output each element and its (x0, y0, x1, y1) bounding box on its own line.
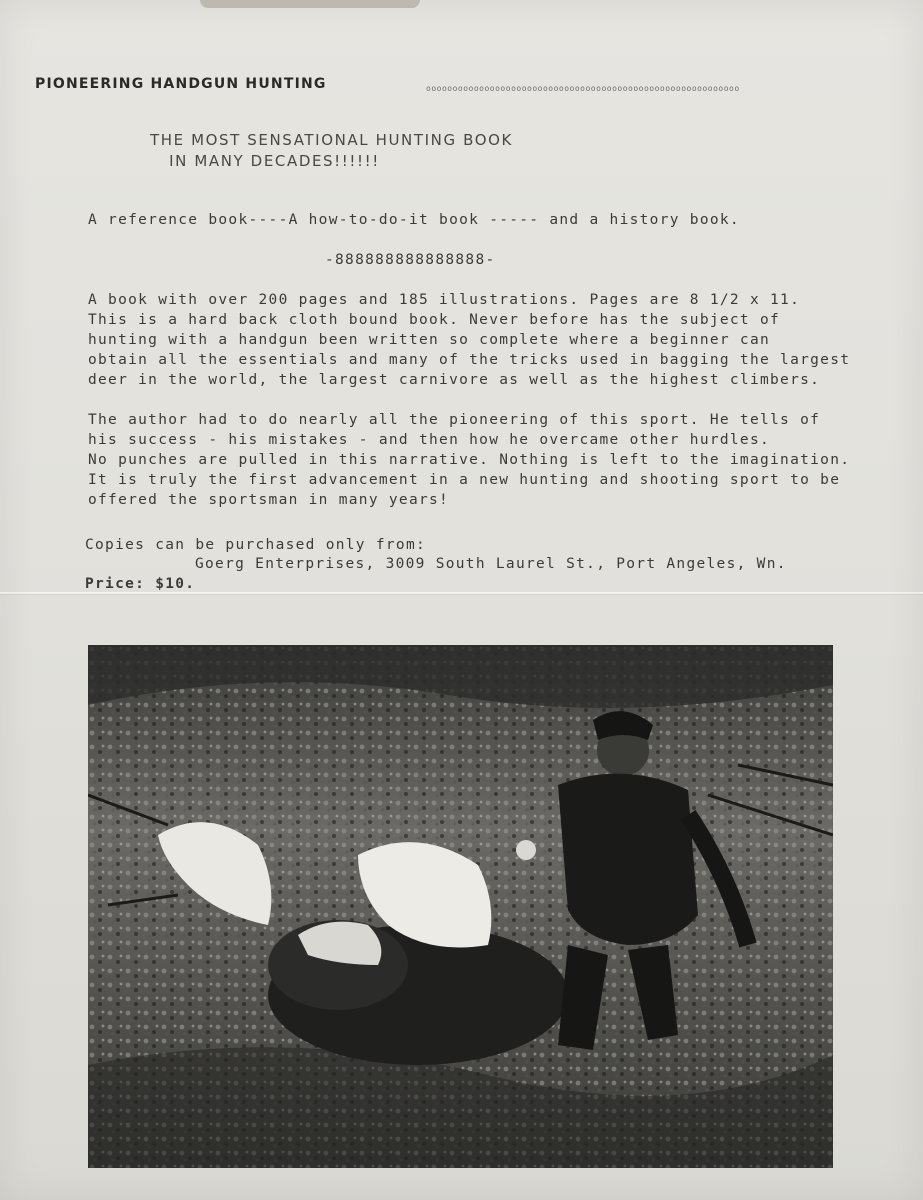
price: Price: $10. (85, 576, 196, 592)
purchase-info: Copies can be purchased only from: (85, 537, 427, 553)
author-paragraph: The author had to do nearly all the pioneering of this sport. He tells of his success - his mistakes - and then how he overcame other hurdles. No punches are pulled in this narrative. Nothing is left to the imagination. It is truly the first advancement in a new hunting and shooting sport to be offered the sportsman in many years! (88, 412, 851, 508)
seller-address: Goerg Enterprises, 3009 South Laurel St., Port Angeles, Wn. (195, 556, 787, 572)
flyer-heading: PIONEERING HANDGUN HUNTING (35, 76, 327, 92)
heading-dot-leader: ooooooooooooooooooooooooooooooooooooooooooooooooooooooooooo (426, 84, 740, 93)
description-paragraph: A book with over 200 pages and 185 illustrations. Pages are 8 1/2 x 11. This is a hard back cloth bound book. Never before has the subject of hunting with a handgun been written so complete where a beginner can obtain all the essentials and many of the tricks used in bagging the largest deer in the world, the largest carnivore as well as the highest climbers. (88, 292, 851, 388)
subtitle: A reference book----A how-to-do-it book ----- and a history book. (88, 212, 740, 228)
divider-line: -888888888888888- (325, 252, 496, 268)
torn-edge (200, 0, 420, 8)
hunter-moose-photo (88, 645, 833, 1168)
tagline: THE MOST SENSATIONAL HUNTING BOOK IN MANY DECADES!!!!!! (150, 131, 513, 170)
